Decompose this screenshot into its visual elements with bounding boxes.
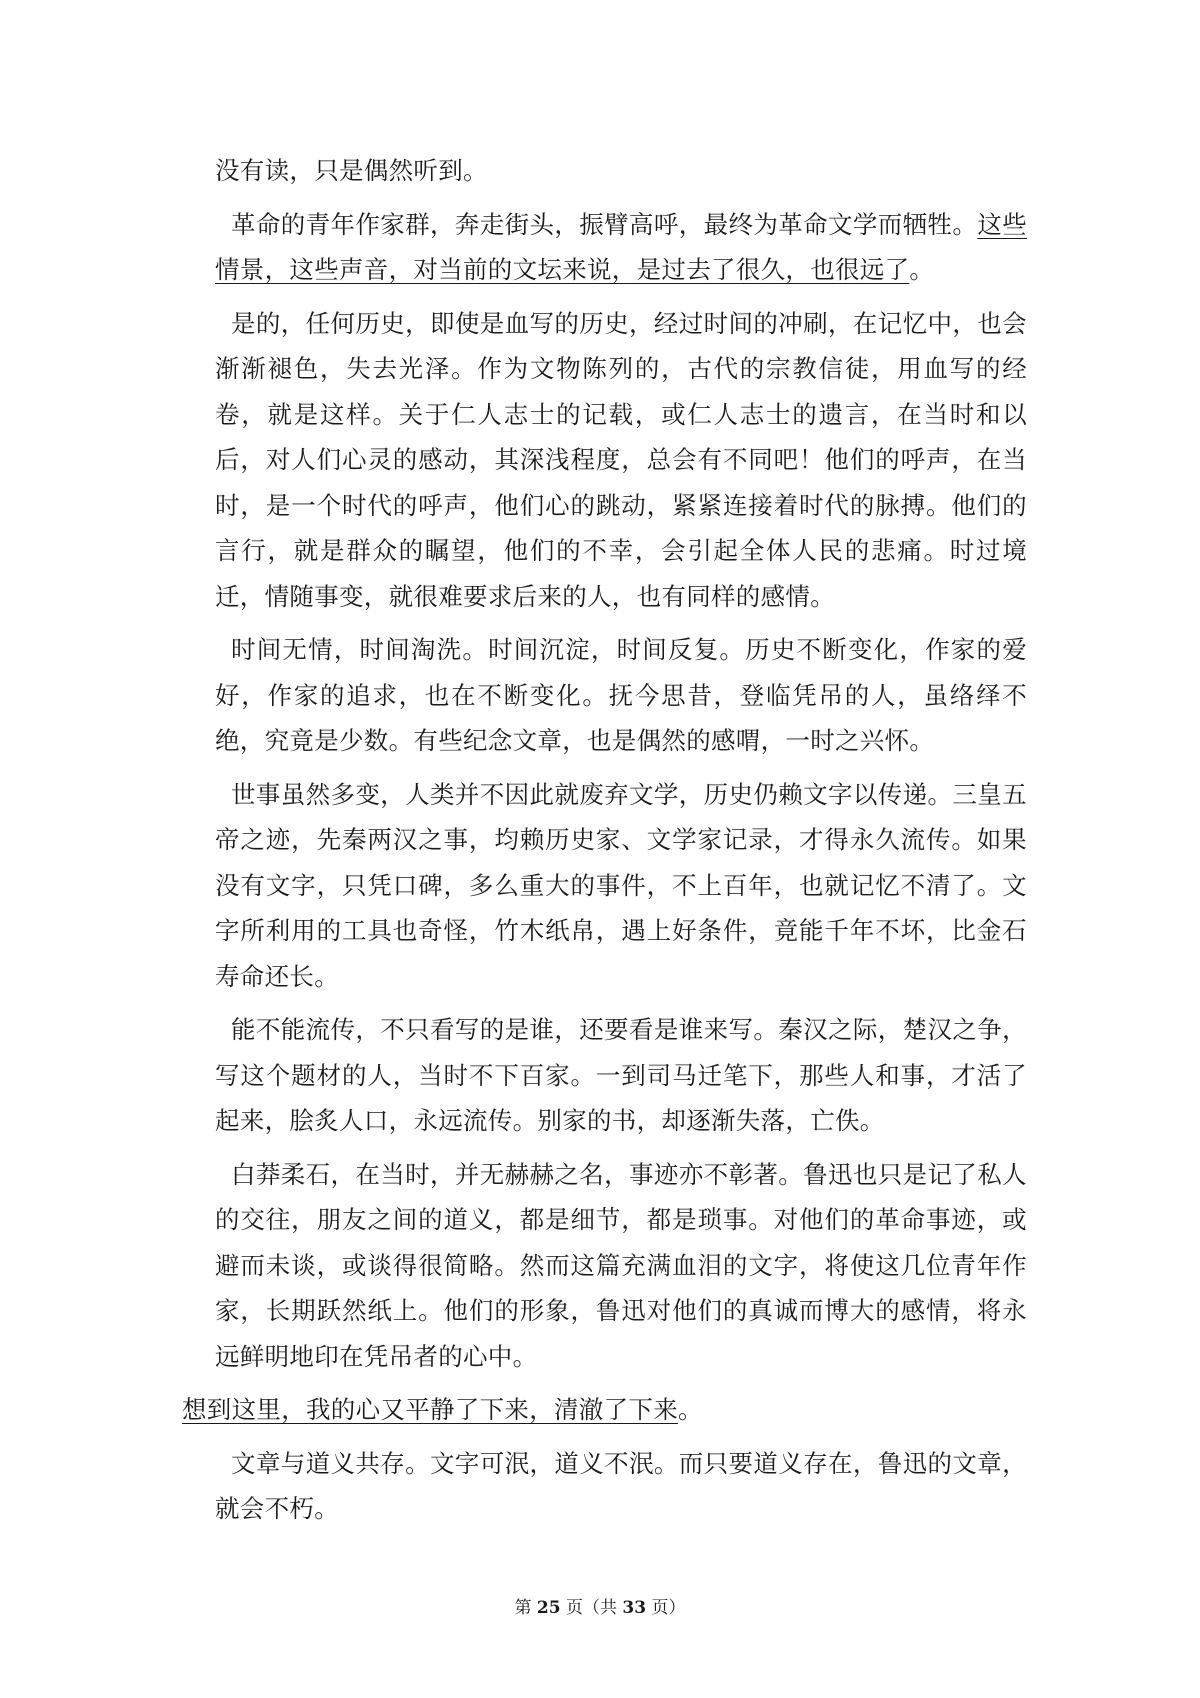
paragraph-4-text: 时间无情，时间淘洗。时间沉淀，时间反复。历史不断变化，作家的爱好，作家的追求，也在不断变化。抚今思昔，登临凭吊的人，虽络绎不绝，究竟是少数。有些纪念文章，也是偶然的感喟，一时之兴怀。 [215,635,1027,755]
body-text [182,148,1027,1540]
paragraph-8 [182,1387,1027,1433]
current-page-number: 25 [536,1598,561,1618]
paragraph-6 [215,1007,1027,1144]
footer-middle: 页（共 [566,1598,617,1618]
paragraph-7 [215,1152,1027,1380]
paragraph-3-text: 是的，任何历史，即使是血写的历史，经过时间的冲刷，在记忆中，也会渐渐褪色，失去光泽。作为文物陈列的，古代的宗教信徒，用血写的经卷，就是这样。关于仁人志士的记载，或仁人志士的遗言，在当时和以后，对人们心灵的感动，其深浅程度，总会有不同吧！他们的呼声，在当时，是一个时代的呼声，他们心的跳动，紧紧连接着时代的脉搏。他们的言行，就是群众的瞩望，他们的不幸，会引起全体人民的悲痛。时过境迁，情随事变，就很难要求后来的人，也有同样的感情。 [215,308,1027,611]
paragraph-2 [215,202,1027,293]
paragraph-8-end: 。 [678,1395,703,1424]
paragraph-9-text: 文章与道义共存。文字可泯，道义不泯。而只要道义存在，鲁迅的文章，就会不朽。 [215,1448,1027,1523]
paragraph-5 [215,772,1027,1000]
paragraph-5-text: 世事虽然多变，人类并不因此就废弃文学，历史仍赖文字以传递。三皇五帝之迹，先秦两汉之事，均赖历史家、文学家记录，才得永久流传。如果没有文字，只凭口碑，多么重大的事件，不上百年，也就记忆不清了。文字所利用的工具也奇怪，竹木纸帛，遇上好条件，竟能千年不坏，比金石寿命还长。 [215,779,1027,991]
paragraph-7-text: 白莽柔石，在当时，并无赫赫之名，事迹亦不彰著。鲁迅也只是记了私人的交往，朋友之间的道义，都是细节，都是琐事。对他们的革命事迹，或避而未谈，或谈得很简略。然而这篇充满血泪的文字，将使这几位青年作家，长期跃然纸上。他们的形象，鲁迅对他们的真诚而博大的感情，将永远鲜明地印在凭吊者的心中。 [215,1159,1027,1371]
total-page-count: 33 [622,1598,647,1618]
paragraph-4 [215,627,1027,764]
underlined-sentence-1: 这些情景，这些声音，对当前的文坛来说，是过去了很久，也很远了 [215,209,1027,284]
footer-suffix: 页） [651,1598,686,1618]
page-footer [0,1593,1200,1618]
paragraph-6-text: 能不能流传，不只看写的是谁，还要看是谁来写。秦汉之际，楚汉之争，写这个题材的人，当时不下百家。一到司马迁笔下，那些人和事，才活了起来，脍炙人口，永远流传。别家的书，却逐渐失落，亡佚。 [215,1015,1027,1135]
paragraph-2-end: 。 [909,255,935,284]
underlined-sentence-2: 想到这里，我的心又平静了下来，清澈了下来 [182,1395,678,1424]
paragraph-3 [215,301,1027,620]
paragraph-2-text: 革命的青年作家群，奔走街头，振臂高呼，最终为革命文学而牺牲。 [231,209,978,239]
paragraph-1-text: 没有读，只是偶然听到。 [215,156,488,185]
footer-prefix: 第 [514,1598,532,1618]
paragraph-9 [215,1441,1027,1532]
paragraph-1 [215,148,1027,194]
